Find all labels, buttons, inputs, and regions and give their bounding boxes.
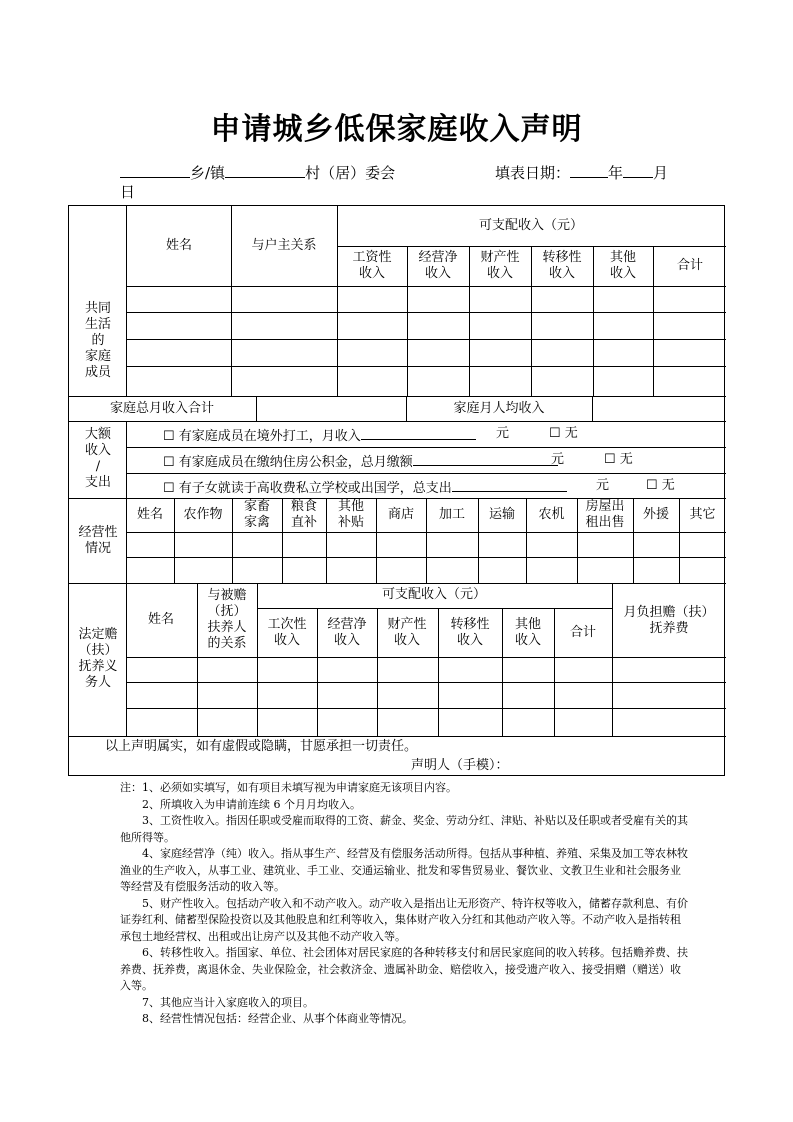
large-expense-option-1[interactable]: ☐ 有家庭成员在缴纳住房公积金，总月缴额 [163, 452, 558, 471]
grid-line [126, 447, 726, 448]
business-col-header-3: 粮食 直补 [290, 499, 318, 530]
support-col-header-4: 其他 收入 [514, 617, 542, 648]
grid-line [376, 498, 377, 583]
grid-line [438, 608, 439, 736]
grid-line [407, 246, 408, 396]
grid-line [126, 498, 127, 583]
checkbox-icon[interactable]: ☐ [163, 481, 175, 496]
grid-line [231, 206, 232, 396]
checkbox-icon[interactable]: ☐ [163, 455, 175, 470]
member-col-header-4: 其他 收入 [609, 250, 637, 281]
grid-line [126, 286, 726, 287]
checkbox-icon[interactable]: ☐ [163, 429, 175, 444]
grid-line [126, 708, 726, 709]
income-declaration-form [68, 205, 725, 776]
business-col-header-2: 家畜 家禽 [243, 499, 271, 530]
grid-line [126, 557, 726, 558]
page-title: 申请城乡低保家庭收入声明 [210, 112, 583, 147]
member-relation-header: 与户主关系 [251, 238, 317, 253]
declaration-statement: 以上声明属实，如有虚假或隐瞒，甘愿承担一切责任。 [105, 739, 418, 754]
amount-blank[interactable] [452, 478, 567, 492]
note-6: 6、转移性收入。指国家、单位、社会团体对居民家庭的各种转移支付和居民家庭间的收入转移。包括赡养费、扶养费、抚养费，离退休金、失业保险金，社会救济金、遗属补助金、赔偿收入，接受遗产收入、接受捐赠（赠送）收入等。 [120, 946, 688, 992]
village-blank[interactable] [225, 163, 305, 178]
grid-line [317, 608, 318, 736]
grid-line [592, 396, 593, 421]
business-col-header-0: 姓名 [136, 507, 164, 522]
member-row-label: 共同 生活 的 家庭 成员 [84, 301, 112, 380]
member-col-header-5: 合计 [676, 258, 704, 273]
day-label: 日 [120, 183, 136, 201]
grid-line [406, 396, 407, 421]
none-option[interactable]: ☐ 无 [646, 478, 675, 493]
note-5: 5、财产性收入。包括动产收入和不动产收入。动产收入是指出让无形资产、特许权等收入，储蓄存款利息、有价证券红利、储蓄型保险投资以及其他股息和红利等收入，集体财产收入分红和其他动产收入等。不动产收入是指转租承包土地经营权、出租或出让房产以及其他不动产收入等。 [120, 896, 688, 943]
grid-line [554, 608, 555, 736]
member-name-header: 姓名 [165, 238, 193, 253]
member-col-header-1: 经营净 收入 [418, 250, 458, 281]
business-col-header-6: 加工 [438, 507, 466, 522]
year-label: 年 [608, 164, 624, 182]
grid-line [174, 498, 175, 583]
support-name-header: 姓名 [147, 612, 175, 627]
support-income-title: 可支配收入（元） [381, 587, 487, 602]
year-blank[interactable] [570, 163, 608, 178]
support-label: 法定赡 （扶） 抚养义 务人 [78, 627, 118, 690]
grid-line [126, 583, 127, 736]
date-label: 填表日期： [495, 164, 571, 182]
member-col-header-3: 转移性 收入 [542, 250, 582, 281]
grid-line [612, 583, 613, 736]
notes-section [120, 780, 690, 1028]
grid-line [337, 206, 338, 396]
grid-line [653, 246, 654, 396]
none-option[interactable]: ☐ 无 [549, 426, 578, 441]
grid-line [126, 473, 726, 474]
amount-blank[interactable] [413, 452, 558, 466]
grid-line [126, 206, 127, 396]
large-expense-label: 大额 收入 / 支出 [84, 427, 112, 490]
header-date [495, 162, 668, 183]
business-col-header-5: 商店 [387, 507, 415, 522]
family-total-label: 家庭总月收入合计 [109, 401, 215, 416]
grid-line [69, 583, 726, 584]
support-col-header-2: 财产性 收入 [387, 617, 427, 648]
grid-line [257, 583, 258, 736]
month-label: 月 [653, 164, 669, 182]
grid-line [69, 498, 726, 499]
grid-line [69, 736, 726, 737]
grid-line [377, 608, 378, 736]
grid-line [633, 498, 634, 583]
member-col-header-0: 工资性 收入 [352, 250, 392, 281]
grid-line [69, 421, 726, 422]
business-col-header-8: 农机 [538, 507, 565, 522]
note-2: 2、所填收入为申请前连续 6 个月月均收入。 [142, 797, 361, 811]
support-col-header-5: 合计 [569, 625, 597, 640]
per-capita-label: 家庭月人均收入 [453, 401, 545, 416]
support-burden-header: 月负担赡（扶） 抚养费 [623, 605, 715, 636]
grid-line [679, 498, 680, 583]
support-relation-header: 与被赡 （抚） 扶养人 的关系 [207, 588, 247, 651]
grid-line [69, 396, 726, 397]
grid-line [126, 421, 127, 498]
checkbox-icon[interactable]: ☐ [604, 452, 616, 467]
month-blank[interactable] [623, 163, 653, 178]
business-col-header-7: 运输 [488, 507, 516, 522]
business-col-header-9: 房屋出 租出售 [585, 499, 625, 530]
grid-line [126, 339, 726, 340]
business-col-header-10: 外援 [642, 507, 670, 522]
declaration-signer[interactable]: 声明人（手模）： [411, 758, 509, 773]
grid-line [326, 498, 327, 583]
village-label: 村（居）委会 [305, 164, 396, 182]
business-col-header-4: 其他 补贴 [337, 499, 365, 530]
note-4: 4、家庭经营净（纯）收入。指从事生产、经营及有偿服务活动所得。包括从事种植、养殖、采集及加工等农林牧渔业的生产收入，从事工业、建筑业、手工业、交通运输业、批发和零售贸易业、餐饮业、文教卫生业和社会服务业等经营及有偿服务活动的收入等。 [120, 847, 688, 893]
support-col-header-0: 工次性 收入 [267, 617, 307, 648]
grid-line [126, 657, 726, 658]
grid-line [232, 498, 233, 583]
amount-blank[interactable] [361, 426, 476, 440]
support-col-header-1: 经营净 收入 [327, 617, 367, 648]
large-expense-option-0[interactable]: ☐ 有家庭成员在境外打工，月收入 [163, 426, 476, 445]
grid-line [197, 583, 198, 736]
grid-line [126, 532, 726, 533]
business-label: 经营性 情况 [78, 525, 118, 556]
amount-unit: 元 [551, 452, 565, 467]
grid-line [531, 246, 532, 396]
grid-line [256, 396, 257, 421]
township-label: 乡/镇 [190, 164, 226, 182]
large-expense-option-2[interactable]: ☐ 有子女就读于高收费私立学校或出国学，总支出 [163, 478, 567, 497]
grid-line [282, 498, 283, 583]
grid-line [478, 498, 479, 583]
business-col-header-1: 农作物 [183, 507, 223, 522]
amount-unit: 元 [596, 478, 610, 493]
grid-line [126, 682, 726, 683]
none-option[interactable]: ☐ 无 [604, 452, 633, 467]
member-col-header-2: 财产性 收入 [480, 250, 520, 281]
grid-line [469, 246, 470, 396]
member-income-title: 可支配收入（元） [478, 218, 584, 233]
checkbox-icon[interactable]: ☐ [646, 478, 658, 493]
header-location [120, 162, 395, 183]
grid-line [593, 246, 594, 396]
township-blank[interactable] [120, 163, 190, 178]
grid-line [502, 608, 503, 736]
grid-line [126, 312, 726, 313]
note-3: 3、工资性收入。指因任职或受雇而取得的工资、薪金、奖金、劳动分红、津贴、补贴以及任职或者受雇有关的其他所得等。 [120, 814, 688, 844]
grid-line [577, 498, 578, 583]
note-1: 注：1、必须如实填写，如有项目未填写视为申请家庭无该项目内容。 [120, 781, 457, 794]
amount-unit: 元 [496, 426, 510, 441]
support-col-header-3: 转移性 收入 [450, 617, 490, 648]
note-7: 7、其他应当计入家庭收入的项目。 [142, 995, 314, 1009]
checkbox-icon[interactable]: ☐ [549, 426, 561, 441]
grid-line [526, 498, 527, 583]
business-col-header-11: 其它 [689, 507, 716, 522]
grid-line [257, 608, 612, 609]
grid-line [426, 498, 427, 583]
grid-line [126, 366, 726, 367]
note-8: 8、经营性情况包括：经营企业、从事个体商业等情况。 [142, 1012, 413, 1025]
